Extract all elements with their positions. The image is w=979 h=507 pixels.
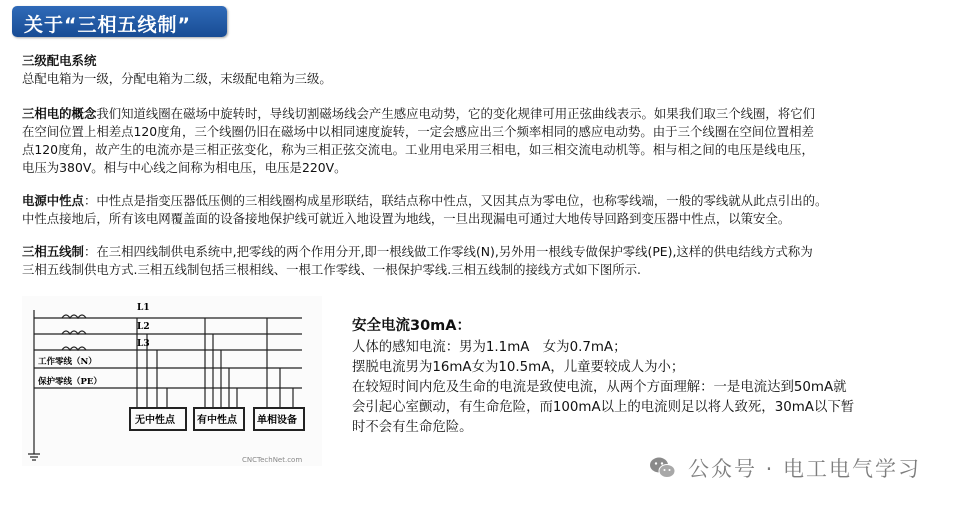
label-l2: L2: [137, 322, 150, 332]
section-heading: 三相五线制: [22, 244, 84, 259]
wiring-diagram-svg: [22, 296, 322, 466]
title-banner: [12, 6, 227, 37]
section-text: 在空间位置上相差点120度角，三个线圈仍旧在磁场中以相同速度旋转，一定会感应出三个频率相同的感应电动势。由于三个线圈在空间位置相差: [22, 124, 814, 139]
section-text: 中性点接地后，所有该电网覆盖面的设备接地保护线可就近入地设置为地线，一旦出现漏电可通过大地传导回路到变压器中性点，以策安全。: [22, 211, 791, 226]
section-text: 三相五线制供电方式.三相五线制包括三根相线、一根工作零线、一根保护零线.三相五线制的接线方式如下图所示.: [22, 262, 641, 277]
section-three-phase-concept: [22, 105, 962, 177]
label-box-with-neutral: 有中性点: [197, 415, 237, 426]
section-text: 在三相四线制供电系统中,把零线的两个作用分开,即一根线做工作零线(N),另外用一根线专做保护零线(PE),这样的供电结线方式称为: [96, 244, 813, 259]
section-text: 我们知道线圈在磁场中旋转时，导线切割磁场线会产生感应电动势，它的变化规律可用正弦曲线表示。如果我们取三个线圈，将它们: [96, 106, 815, 121]
section-three-level-distribution: [22, 52, 962, 88]
wechat-icon: [648, 453, 678, 483]
watermark-text: 公众号 · 电工电气学习: [688, 457, 922, 481]
watermark: [648, 450, 921, 486]
safety-text: 会引起心室颤动，有生命危险，而100mA以上的电流则足以将人致死，30mA以下暂: [352, 400, 855, 415]
label-neutral: 工作零线（N）: [38, 357, 97, 367]
label-box-single-phase: 单相设备: [257, 415, 297, 426]
safety-title: 安全电流30mA：: [352, 318, 472, 334]
section-text: 点120度角，故产生的电流亦是三相正弦变化，称为三相正弦交流电。工业用电采用三相电，如三相交流电动机等。相与相之间的电压是线电压，: [22, 142, 814, 157]
label-box-no-neutral: 无中性点: [135, 415, 175, 426]
label-l1: L1: [137, 303, 150, 313]
section-heading: 三相电的概念: [22, 106, 97, 121]
section-text: 总配电箱为一级，分配电箱为二级，末级配电箱为三级。: [22, 71, 332, 86]
diagram-credit: CNCTechNet.com: [242, 456, 303, 464]
section-heading-sep: ：: [83, 193, 97, 208]
safety-current-block: [352, 316, 952, 438]
label-l3: L3: [137, 339, 150, 349]
label-protective-earth: 保护零线（PE）: [38, 377, 102, 387]
section-text: 电压为380V。相与中心线之间称为相电压，电压是220V。: [22, 160, 347, 175]
section-neutral-point: [22, 192, 962, 228]
safety-text: 人体的感知电流：男为1.1mA 女为0.7mA；: [352, 340, 627, 355]
section-text: 中性点是指变压器低压侧的三相线圈构成星形联结，联结点称中性点，又因其点为零电位，也称零线端，一般的零线就从此点引出的。: [96, 193, 828, 208]
wiring-diagram: [22, 296, 322, 466]
page-title: 关于“三相五线制”: [24, 14, 191, 36]
safety-text: 时不会有生命危险。: [352, 420, 473, 435]
section-heading: 三级配电系统: [22, 53, 97, 68]
section-three-phase-five-wire: [22, 243, 962, 279]
section-heading: 电源中性点: [22, 193, 84, 208]
safety-text: 在较短时间内危及生命的电流是致使电流，从两个方面理解：一是电流达到50mA就: [352, 380, 847, 395]
section-heading-sep: ：: [83, 244, 97, 259]
safety-text: 摆脱电流男为16mA女为10.5mA，儿童要较成人为小；: [352, 360, 685, 375]
